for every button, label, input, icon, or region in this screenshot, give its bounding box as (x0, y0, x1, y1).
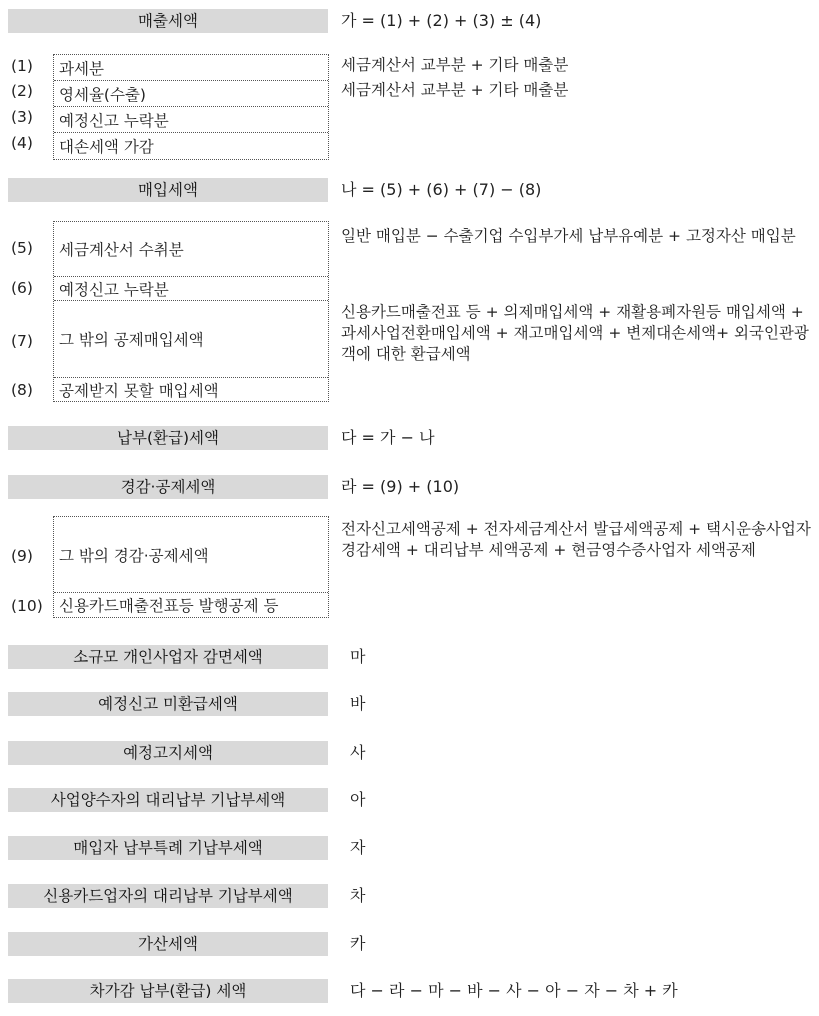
final-tax-header: 차가감 납부(환급) 세액 (8, 979, 328, 1003)
card-company-proxy-header: 신용카드업자의 대리납부 기납부세액 (8, 884, 328, 908)
item-number: (4) (11, 134, 33, 152)
interim-unrefunded-header: 예정신고 미환급세액 (8, 692, 328, 716)
deduction-items-box (53, 516, 329, 618)
input-tax-items-box (53, 221, 329, 402)
card-company-proxy-value: 차 (350, 886, 366, 905)
item-label-credit-card-deduction: 신용카드매출전표등 발행공제 등 (59, 597, 279, 615)
item-number: (10) (11, 597, 43, 615)
interim-notice-value: 사 (350, 743, 366, 762)
purchaser-special-header: 매입자 납부특례 기납부세액 (8, 836, 328, 860)
item-number: (9) (11, 547, 33, 565)
interim-unrefunded-value: 바 (350, 694, 366, 713)
item-number: (2) (11, 82, 33, 100)
penalty-tax-header: 가산세액 (8, 932, 328, 956)
interim-notice-header: 예정고지세액 (8, 741, 328, 765)
item-number: (7) (11, 332, 33, 350)
item-description: 일반 매입분 − 수출기업 수입부가세 납부유예분 + 고정자산 매입분 (341, 227, 796, 245)
item-label-omitted: 예정신고 누락분 (54, 107, 328, 133)
item-label-other-deductible: 그 밖의 공제매입세액 (54, 301, 328, 378)
output-tax-header: 매출세액 (8, 9, 328, 33)
input-tax-header: 매입세액 (8, 178, 328, 202)
item-description: 세금계산서 교부분 + 기타 매출분 (341, 81, 569, 99)
item-label-zero-rated: 영세율(수출) (54, 81, 328, 107)
item-number: (5) (11, 239, 33, 257)
item-description: 전자신고세액공제 + 전자세금계산서 발급세액공제 + 택시운송사업자 경감세액 + 대리납부 세액공제 + 현금영수증사업자 세액공제 (341, 520, 811, 559)
item-description: 신용카드매출전표 등 + 의제매입세액 + 재활용폐자원등 매입세액 + 과세사업전환매입세액 + 재고매입세액 + 변제대손세액+ 외국인관광객에 대한 환급세액 (341, 303, 809, 363)
item-label-non-deductible: 공제받지 못할 매입세액 (59, 381, 219, 400)
payable-tax-header: 납부(환급)세액 (8, 426, 328, 450)
item-number: (6) (11, 279, 33, 297)
transferee-proxy-header: 사업양수자의 대리납부 기납부세액 (8, 788, 328, 812)
item-label-omitted: 예정신고 누락분 (54, 277, 328, 301)
item-label-bad-debt: 대손세액 가감 (59, 138, 154, 156)
item-label-invoices-received: 세금계산서 수취분 (54, 222, 328, 277)
deduction-header: 경감·공제세액 (8, 475, 328, 499)
item-description: 세금계산서 교부분 + 기타 매출분 (341, 56, 569, 74)
small-business-reduction-value: 마 (350, 647, 366, 666)
item-number: (8) (11, 381, 33, 399)
transferee-proxy-value: 아 (350, 790, 366, 809)
payable-tax-formula: 다 = 가 − 나 (341, 428, 435, 447)
output-tax-items-box (53, 54, 329, 160)
deduction-formula: 라 = (9) + (10) (341, 477, 460, 496)
purchaser-special-value: 자 (350, 838, 366, 857)
output-tax-formula: 가 = (1) + (2) + (3) ± (4) (341, 11, 542, 30)
item-number: (3) (11, 108, 33, 126)
small-business-reduction-header: 소규모 개인사업자 감면세액 (8, 645, 328, 669)
input-tax-formula: 나 = (5) + (6) + (7) − (8) (341, 180, 542, 199)
item-label-taxable: 과세분 (54, 55, 328, 81)
penalty-tax-value: 카 (350, 934, 366, 953)
item-label-other-deduction: 그 밖의 경감·공제세액 (54, 517, 328, 593)
final-tax-formula: 다 − 라 − 마 − 바 − 사 − 아 − 자 − 차 + 카 (350, 981, 678, 1000)
item-number: (1) (11, 57, 33, 75)
